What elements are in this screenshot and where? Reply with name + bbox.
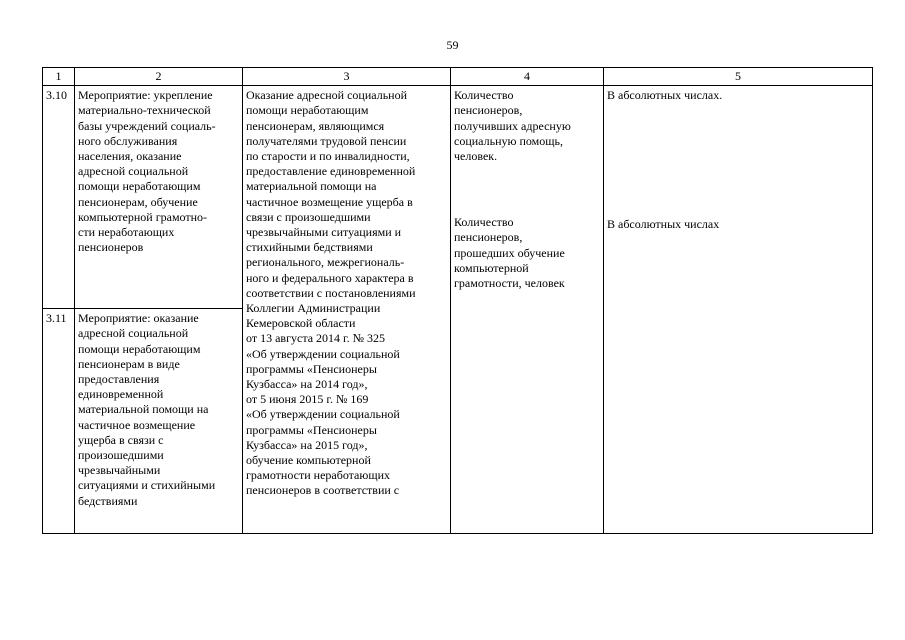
row-number: 3.11	[43, 309, 75, 534]
header-col-2: 2	[75, 68, 243, 86]
header-col-3: 3	[243, 68, 451, 86]
indicator-cell	[451, 86, 604, 534]
unit-text-2: В абсолютных числах	[607, 217, 720, 232]
unit-spacer	[607, 103, 869, 217]
table-row	[43, 86, 873, 309]
header-row	[43, 68, 873, 86]
unit-text-1: В абсолютных числах.	[607, 88, 723, 103]
description-text: Оказание адресной социальной помощи неработающим пенсионерам, являющимся получателями трудовой пенсии по старости и по инвалидности, предоставление единовременной материальной помощи на частичное возмещение ущерба в связи с произошедшими чрезвычайными ситуациями и стихийными бедствиями регионального, межрегиональ- ного и федерального характера в соответствии с постановлениями Коллегии Администрации Кемеровской области от 13 августа 2014 г. № 325 «Об утверждении социальной программы «Пенсионеры Кузбасса» на 2014 год», от 5 июня 2015 г. № 169 «Об утверждении социальной программы «Пенсионеры Кузбасса» на 2015 год», обучение компьютерной грамотности неработающих пенсионеров в соответствии с	[246, 88, 416, 498]
header-col-5: 5	[604, 68, 873, 86]
measure-cell	[75, 309, 243, 534]
indicator-spacer	[454, 164, 600, 215]
row-number: 3.10	[43, 86, 75, 309]
indicator-text-1: Количество пенсионеров, получивших адресную социальную помощь, человек.	[454, 88, 571, 164]
page-number: 59	[446, 38, 459, 52]
description-cell	[243, 86, 451, 534]
indicator-text-2: Количество пенсионеров, прошедших обучение компьютерной грамотности, человек	[454, 215, 565, 291]
measure-text: Мероприятие: укрепление материально-технической базы учреждений социаль- ного обслуживания населения, оказание адресной социальной помощи неработающим пенсионерам, обучение компьютерной грамотно- сти неработающих пенсионеров	[78, 88, 216, 255]
measure-text: Мероприятие: оказание адресной социальной помощи неработающим пенсионерам в виде предоставления единовременной материальной помощи на частичное возмещение ущерба в связи с произошедшими чрезвычайными ситуациями и стихийными бедствиями	[78, 311, 216, 508]
header-col-1: 1	[43, 68, 75, 86]
unit-cell	[604, 86, 873, 534]
header-col-4: 4	[451, 68, 604, 86]
document-table-wrapper	[42, 67, 873, 534]
measure-cell	[75, 86, 243, 309]
document-table	[42, 67, 873, 534]
